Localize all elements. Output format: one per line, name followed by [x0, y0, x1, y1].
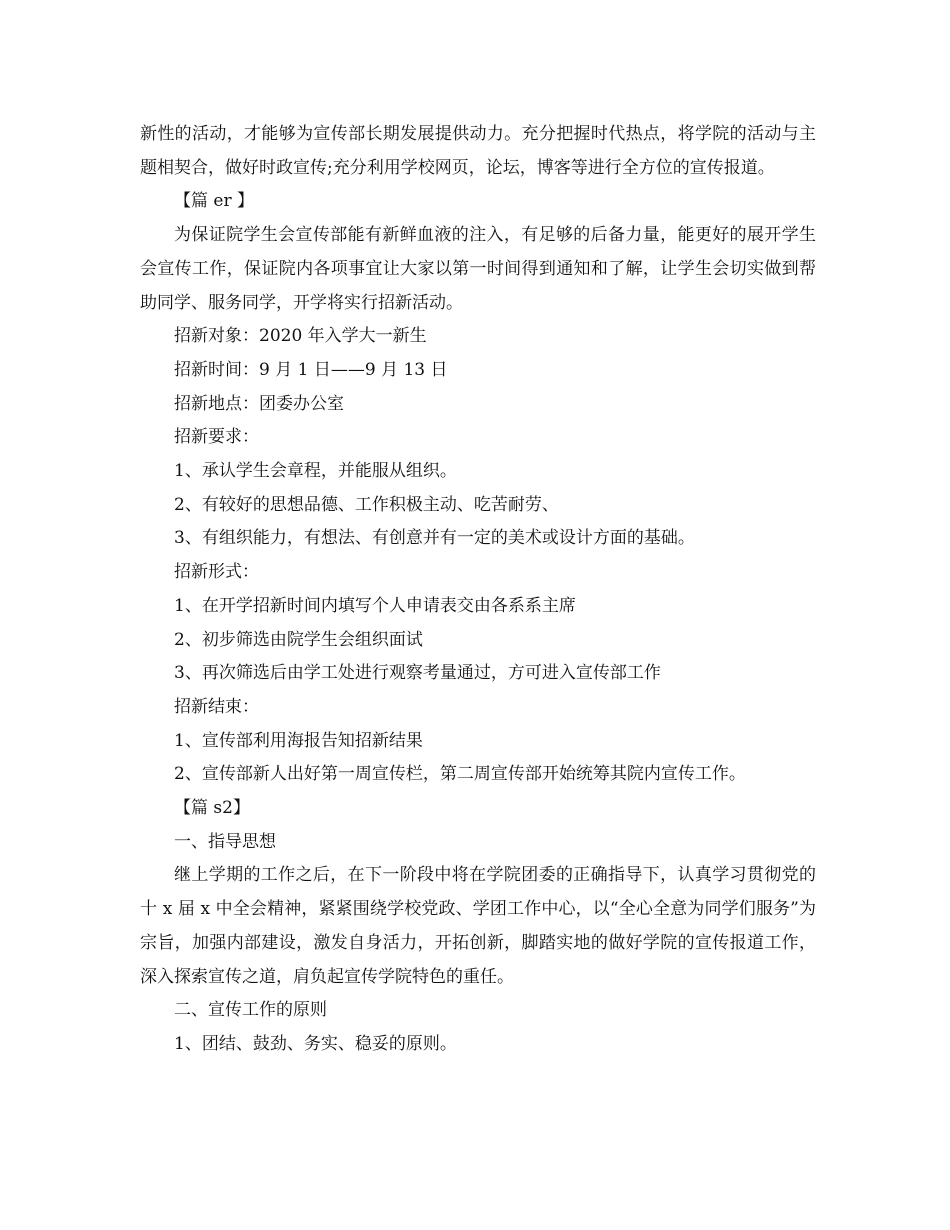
recruitment-format-heading: 招新形式：	[174, 562, 259, 583]
guiding-ideology-heading: 一、指导思想	[174, 831, 276, 852]
section-heading-er: 【篇 er 】	[174, 191, 254, 212]
format-item-3: 3、再次筛选后由学工处进行观察考量通过，方可进入宣传部工作	[174, 663, 661, 684]
requirement-item-2: 2、有较好的思想品德、工作积极主动、吃苦耐劳、	[174, 494, 559, 515]
section-heading-s2: 【篇 s2】	[174, 798, 250, 819]
recruitment-time: 招新时间：9 月 1 日——9 月 13 日	[174, 359, 448, 380]
recruitment-end-heading: 招新结束：	[174, 696, 259, 717]
requirement-item-3: 3、有组织能力，有想法、有创意并有一定的美术或设计方面的基础。	[174, 528, 695, 549]
paragraph-1: 新性的活动，才能够为宣传部长期发展提供动力。充分把握时代热点，将学院的活动与主题相契合，做好时政宣传;充分利用学校网页，论坛，博客等进行全方位的宣传报道。	[140, 124, 816, 178]
end-item-2: 2、宣传部新人出好第一周宣传栏，第二周宣传部开始统筹其院内宣传工作。	[174, 764, 746, 785]
principles-heading: 二、宣传工作的原则	[174, 1000, 327, 1021]
principle-item-1: 1、团结、鼓劲、务实、稳妥的原则。	[174, 1033, 457, 1054]
guiding-ideology-paragraph: 继上学期的工作之后，在下一阶段中将在学院团委的正确指导下，认真学习贯彻党的十 x 届 x 中全会精神，紧紧围绕学校党政、学团工作中心，以“全心全意为同学们服务”为宗旨，加强内部建设，激发自身活力，开拓创新，脚踏实地的做好学院的宣传报道工作，深入探索宣传之道，肩负起宣传学院特色的重任。	[140, 865, 816, 987]
format-item-2: 2、初步筛选由院学生会组织面试	[174, 629, 423, 650]
paragraph-recruitment-intro: 为保证院学生会宣传部能有新鲜血液的注入，有足够的后备力量，能更好的展开学生会宣传工作，保证院内各项事宜让大家以第一时间得到通知和了解，让学生会切实做到帮助同学、服务同学，开学将实行招新活动。	[140, 225, 816, 313]
document-body	[140, 118, 816, 1062]
recruitment-target: 招新对象：2020 年入学大一新生	[174, 326, 427, 347]
recruitment-requirements-heading: 招新要求：	[174, 427, 259, 448]
format-item-1: 1、在开学招新时间内填写个人申请表交由各系系主席	[174, 595, 576, 616]
requirement-item-1: 1、承认学生会章程，并能服从组织。	[174, 461, 457, 482]
end-item-1: 1、宣传部利用海报告知招新结果	[174, 730, 423, 751]
recruitment-location: 招新地点：团委办公室	[174, 393, 344, 414]
